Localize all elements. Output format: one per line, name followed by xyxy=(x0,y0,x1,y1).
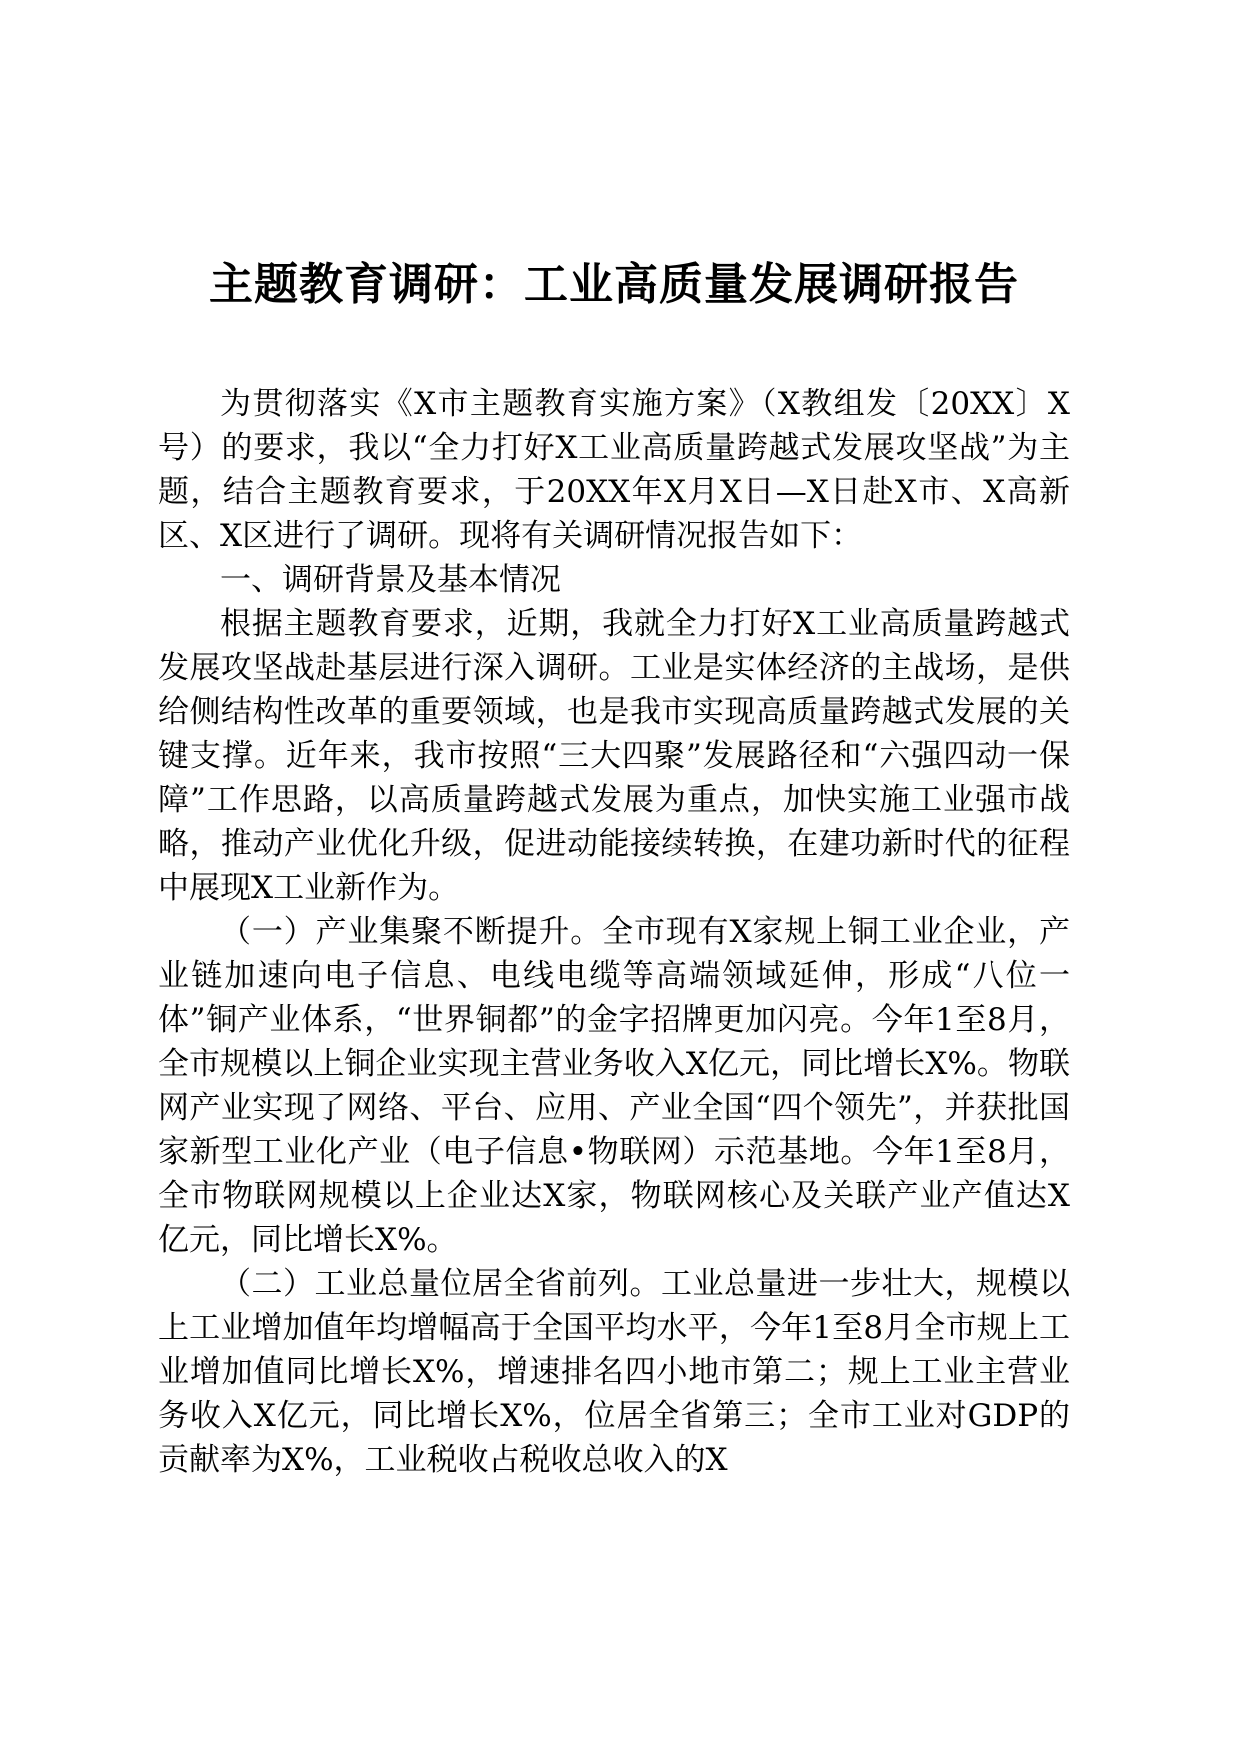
industry-total-paragraph: （二）工业总量位居全省前列。工业总量进一步壮大，规模以上工业增加值年均增幅高于全国平均水平，今年1至8月全市规上工业增加值同比增长X%，增速排名四小地市第二；规上工业主营业务收入X亿元，同比增长X%，位居全省第三；全市工业对GDP的贡献率为X%，工业税收占税收总收入的X xyxy=(158,1266,1070,1478)
background-paragraph: 根据主题教育要求，近期，我就全力打好X工业高质量跨越式发展攻坚战赴基层进行深入调研。工业是实体经济的主战场，是供给侧结构性改革的重要领域，也是我市实现高质量跨越式发展的关键支撑。近年来，我市按照“三大四聚”发展路径和“六强四动一保障”工作思路，以高质量跨越式发展为重点，加快实施工业强市战略，推动产业优化升级，促进动能接续转换，在建功新时代的征程中展现X工业新作为。 xyxy=(158,606,1070,906)
section-heading-background: 一、调研背景及基本情况 xyxy=(220,562,561,598)
industry-cluster-paragraph: （一）产业集聚不断提升。全市现有X家规上铜工业企业，产业链加速向电子信息、电线电缆等高端领域延伸，形成“八位一体”铜产业体系，“世界铜都”的金字招牌更加闪亮。今年1至8月，全市规模以上铜企业实现主营业务收入X亿元，同比增长X%。物联网产业实现了网络、平台、应用、产业全国“四个领先”，并获批国家新型工业化产业（电子信息•物联网）示范基地。今年1至8月，全市物联网规模以上企业达X家，物联网核心及关联产业产值达X亿元，同比增长X%。 xyxy=(158,914,1070,1258)
document-title: 主题教育调研：工业高质量发展调研报告 xyxy=(209,259,1019,310)
intro-paragraph: 为贯彻落实《X市主题教育实施方案》（X教组发〔20XX〕X号）的要求，我以“全力打好X工业高质量跨越式发展攻坚战”为主题，结合主题教育要求，于20XX年X月X日—X日赴X市、X高新区、X区进行了调研。现将有关调研情况报告如下： xyxy=(158,386,1070,554)
document-body xyxy=(158,382,1070,1482)
